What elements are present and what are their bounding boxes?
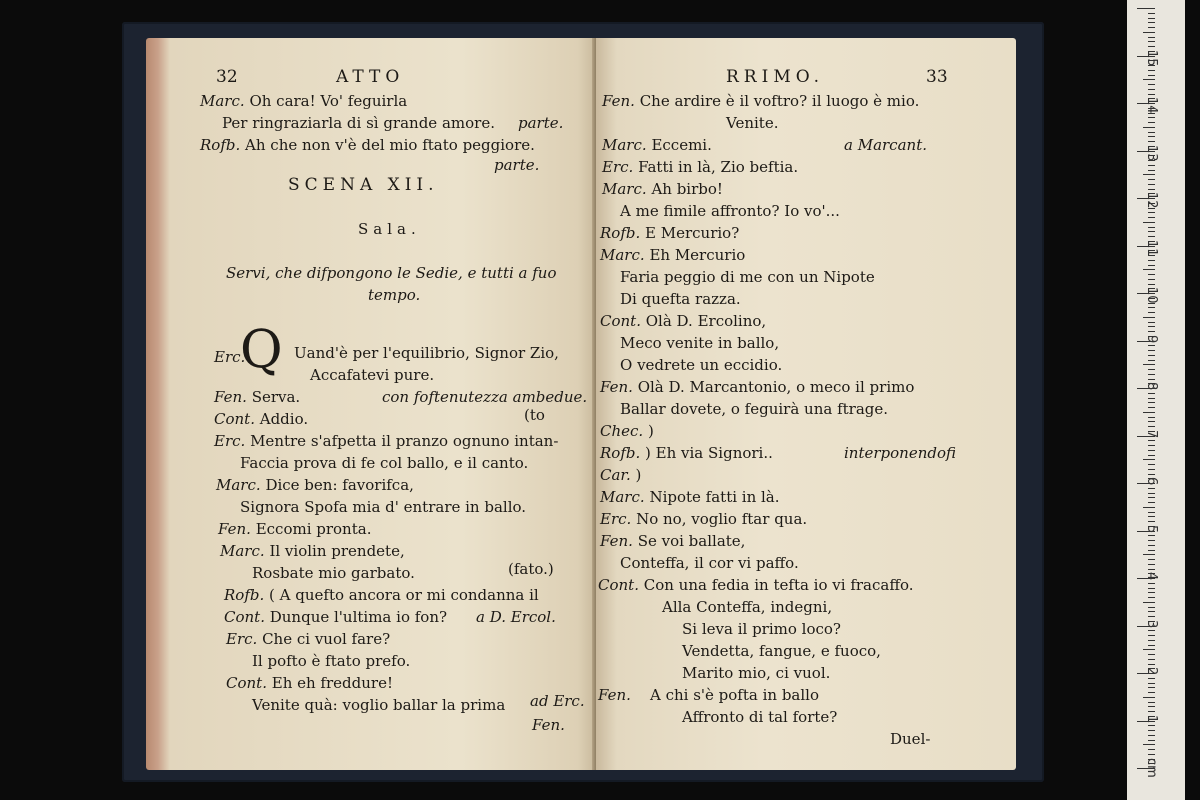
ruler-tick (1148, 512, 1155, 513)
ruler-tick (1148, 597, 1155, 598)
ruler-number: 10 (1144, 287, 1159, 304)
ruler-number: 6 (1144, 477, 1159, 486)
line-text: Il pofto è ftato prefo. (252, 652, 411, 670)
line-speaker: Erc. Fatti in là, Zio beftia. (602, 158, 799, 176)
stage-direction: a D. Ercol. (476, 608, 556, 626)
line-speaker: Marc. Eccemi. (602, 136, 712, 154)
line-speaker: Fen. Serva. (214, 388, 301, 406)
line-text: Meco venite in ballo, (620, 334, 780, 352)
ruler-number: 2 (1144, 667, 1159, 676)
line-text: (to (524, 406, 545, 424)
ruler-tick (1148, 46, 1155, 47)
ruler-tick (1143, 554, 1155, 555)
stage-direction: Servi, che difpongono le Sedie, e tutti a fuo (226, 264, 557, 282)
ruler-tick (1148, 360, 1155, 361)
line-speaker: Fen. Se voi ballate, (600, 532, 746, 550)
measuring-ruler (1127, 0, 1185, 800)
line-speaker: Marc. Oh cara! Vo' feguirla (200, 92, 408, 110)
line-text: Faccia prova di fe col ballo, e il canto. (240, 454, 529, 472)
line-speaker: Cont. Addio. (214, 410, 309, 428)
ruler-tick (1148, 132, 1155, 133)
ruler-number: 4 (1144, 572, 1159, 581)
ruler-tick (1143, 744, 1155, 745)
ruler-tick (1148, 94, 1155, 95)
ruler-tick (1148, 265, 1155, 266)
ruler-tick (1148, 274, 1155, 275)
line-text: Ballar dovete, o feguirà una ftrage. (620, 400, 889, 418)
drop-cap: Q (240, 320, 283, 380)
line-speaker: Erc. Mentre s'afpetta il pranzo ognuno intan- (214, 432, 559, 450)
line-speaker: Marc. Il violin prendete, (220, 542, 405, 560)
ruler-tick (1148, 184, 1155, 185)
line-text: A me fimile affronto? Io vo'... (620, 202, 840, 220)
ruler-tick (1148, 122, 1155, 123)
ruler-tick (1148, 402, 1155, 403)
stage-direction: interponendofi (844, 444, 957, 462)
ruler-tick (1148, 27, 1155, 28)
ruler-tick (1148, 18, 1155, 19)
ruler-tick (1143, 127, 1155, 128)
ruler-tick (1148, 711, 1155, 712)
ruler-tick (1148, 369, 1155, 370)
ruler-tick (1143, 317, 1155, 318)
scene-setting: Sala. (358, 220, 421, 238)
line-speaker: Cont. Eh eh freddure! (226, 674, 393, 692)
ruler-tick (1148, 22, 1155, 23)
ruler-tick (1143, 602, 1155, 603)
ruler-tick (1137, 8, 1155, 9)
ruler-tick (1148, 469, 1155, 470)
ruler-number: 8 (1144, 382, 1159, 391)
ruler-tick (1148, 592, 1155, 593)
ruler-tick (1148, 284, 1155, 285)
line-text: Marito mio, ci vuol. (682, 664, 831, 682)
ruler-number: 9 (1144, 334, 1159, 343)
ruler-tick (1148, 189, 1155, 190)
ruler-number: 13 (1144, 144, 1159, 162)
ruler-tick (1148, 417, 1155, 418)
line-speaker: Marc. Eh Mercurio (600, 246, 746, 264)
ruler-tick (1148, 41, 1155, 42)
ruler-tick (1148, 217, 1155, 218)
line-speaker: Cont. Dunque l'ultima io fon? (224, 608, 448, 626)
line-speaker: Erc. No no, voglio ftar qua. (600, 510, 808, 528)
ruler-tick (1148, 13, 1155, 14)
ruler-tick (1148, 179, 1155, 180)
ruler-tick (1148, 426, 1155, 427)
ruler-tick (1148, 307, 1155, 308)
line-speaker: Fen. Olà D. Marcantonio, o meco il primo (600, 378, 915, 396)
ruler-tick (1148, 421, 1155, 422)
ruler-tick (1148, 84, 1155, 85)
ruler-tick (1148, 312, 1155, 313)
line-speaker: Fen. A chi s'è pofta in ballo (598, 686, 819, 704)
stage-direction: ad Erc. (530, 692, 585, 710)
ruler-tick (1148, 516, 1155, 517)
left-page-number: 32 (216, 67, 238, 87)
stage-direction: parte. (518, 114, 564, 132)
line-speaker: Car. ) (600, 466, 642, 484)
ruler-tick (1148, 754, 1155, 755)
ruler-tick (1148, 664, 1155, 665)
ruler-number: 14 (1144, 97, 1159, 114)
catchword: Duel- (890, 730, 931, 748)
ruler-tick (1143, 412, 1155, 413)
ruler-tick (1148, 236, 1155, 237)
ruler-tick (1148, 749, 1155, 750)
line-text: Conteffa, il cor vi paffo. (620, 554, 799, 572)
line-speaker: Fen. Che ardire è il voftro? il luogo è mio. (602, 92, 920, 110)
line-text: Uand'è per l'equilibrio, Signor Zio, (294, 344, 559, 362)
ruler-tick (1148, 616, 1155, 617)
right-page-number: 33 (926, 67, 948, 87)
line-text: (fato.) (508, 560, 554, 578)
ruler-tick (1148, 322, 1155, 323)
ruler-tick (1148, 75, 1155, 76)
ruler-tick (1148, 706, 1155, 707)
ruler-number: 12 (1144, 192, 1159, 209)
line-speaker: Erc. Che ci vuol fare? (226, 630, 391, 648)
ruler-tick (1148, 659, 1155, 660)
ruler-number: 7 (1144, 429, 1159, 438)
stage-direction: tempo. (368, 286, 421, 304)
scene-heading: SCENA XII. (288, 175, 439, 195)
ruler-tick (1148, 474, 1155, 475)
ruler-tick (1148, 326, 1155, 327)
ruler-tick (1148, 331, 1155, 332)
ruler-number: 1 (1144, 714, 1159, 723)
line-text: Per ringraziarla di sì grande amore. (222, 114, 495, 132)
open-book (146, 38, 1016, 770)
ruler-tick (1148, 37, 1155, 38)
line-text: Rosbate mio garbato. (252, 564, 415, 582)
ruler-tick (1148, 89, 1155, 90)
line-speaker: Marc. Nipote fatti in là. (600, 488, 780, 506)
ruler-number: 3 (1144, 619, 1159, 628)
ruler-tick (1143, 459, 1155, 460)
stage-direction: a Marcant. (844, 136, 927, 154)
right-page (596, 38, 1016, 770)
ruler-number: 15 (1144, 49, 1159, 67)
ruler-tick (1148, 136, 1155, 137)
line-text: Faria peggio di me con un Nipote (620, 268, 875, 286)
ruler-tick (1148, 279, 1155, 280)
ruler-tick (1148, 611, 1155, 612)
ruler-tick (1143, 32, 1155, 33)
line-text: Venite quà: voglio ballar la prima (252, 696, 506, 714)
line-text: O vedrete un eccidio. (620, 356, 783, 374)
ruler-tick (1148, 212, 1155, 213)
ruler-tick (1148, 170, 1155, 171)
ruler-unit-label: cm (1144, 758, 1159, 778)
ruler-tick (1148, 564, 1155, 565)
ruler-tick (1148, 407, 1155, 408)
ruler-tick (1148, 550, 1155, 551)
ruler-tick (1148, 521, 1155, 522)
ruler-number: 11 (1144, 239, 1159, 257)
ruler-tick (1148, 692, 1155, 693)
ruler-tick (1148, 464, 1155, 465)
ruler-tick (1143, 649, 1155, 650)
ruler-tick (1148, 374, 1155, 375)
ruler-tick (1143, 79, 1155, 80)
line-speaker: Fen. Eccomi pronta. (218, 520, 372, 538)
right-running-head: RRIMO. (726, 67, 825, 87)
line-text: Venite. (726, 114, 779, 132)
stage-direction: con foftenutezza ambedue. (382, 388, 588, 406)
ruler-tick (1148, 379, 1155, 380)
line-text: Alla Conteffa, indegni, (662, 598, 833, 616)
ruler-tick (1143, 269, 1155, 270)
line-speaker: Rofb. E Mercurio? (600, 224, 740, 242)
ruler-tick (1148, 455, 1155, 456)
ruler-tick (1143, 507, 1155, 508)
ruler-tick (1143, 364, 1155, 365)
ruler-tick (1148, 559, 1155, 560)
ruler-tick (1143, 174, 1155, 175)
line-text: Affronto di tal forte? (682, 708, 838, 726)
line-speaker: Cont. Olà D. Ercolino, (600, 312, 767, 330)
ruler-tick (1143, 222, 1155, 223)
ruler-tick (1143, 697, 1155, 698)
ruler-tick (1148, 141, 1155, 142)
line-text: Signora Spofa mia d' entrare in ballo. (240, 498, 527, 516)
ruler-tick (1148, 502, 1155, 503)
ruler-tick (1148, 117, 1155, 118)
line-text: Si leva il primo loco? (682, 620, 841, 638)
speaker-label: Erc. (214, 348, 246, 366)
ruler-tick (1148, 231, 1155, 232)
line-speaker: Marc. Dice ben: favorifca, (216, 476, 414, 494)
catchword: Fen. (532, 716, 565, 734)
line-text: Vendetta, fangue, e fuoco, (682, 642, 881, 660)
ruler-tick (1148, 645, 1155, 646)
line-text: Accafatevi pure. (310, 366, 435, 384)
line-speaker: Rofb. ) Eh via Signori.. (600, 444, 773, 462)
ruler-tick (1148, 702, 1155, 703)
line-speaker: Chec. ) (600, 422, 654, 440)
line-text: Di quefta razza. (620, 290, 741, 308)
ruler-tick (1148, 687, 1155, 688)
line-speaker: Cont. Con una fedia in tefta io vi fracaffo. (598, 576, 914, 594)
ruler-number: 5 (1144, 524, 1159, 533)
ruler-tick (1148, 607, 1155, 608)
left-page (146, 38, 596, 770)
ruler-tick (1148, 654, 1155, 655)
line-speaker: Rofb. ( A quefto ancora or mi condanna il (224, 586, 539, 604)
line-speaker: Marc. Ah birbo! (602, 180, 723, 198)
ruler-tick (1148, 227, 1155, 228)
ruler-tick (1148, 740, 1155, 741)
stage-direction: parte. (494, 156, 540, 174)
left-running-head: ATTO (336, 67, 405, 87)
line-speaker: Rofb. Ah che non v'è del mio ftato peggiore. (200, 136, 535, 154)
ruler-tick (1148, 569, 1155, 570)
ruler-tick (1148, 497, 1155, 498)
